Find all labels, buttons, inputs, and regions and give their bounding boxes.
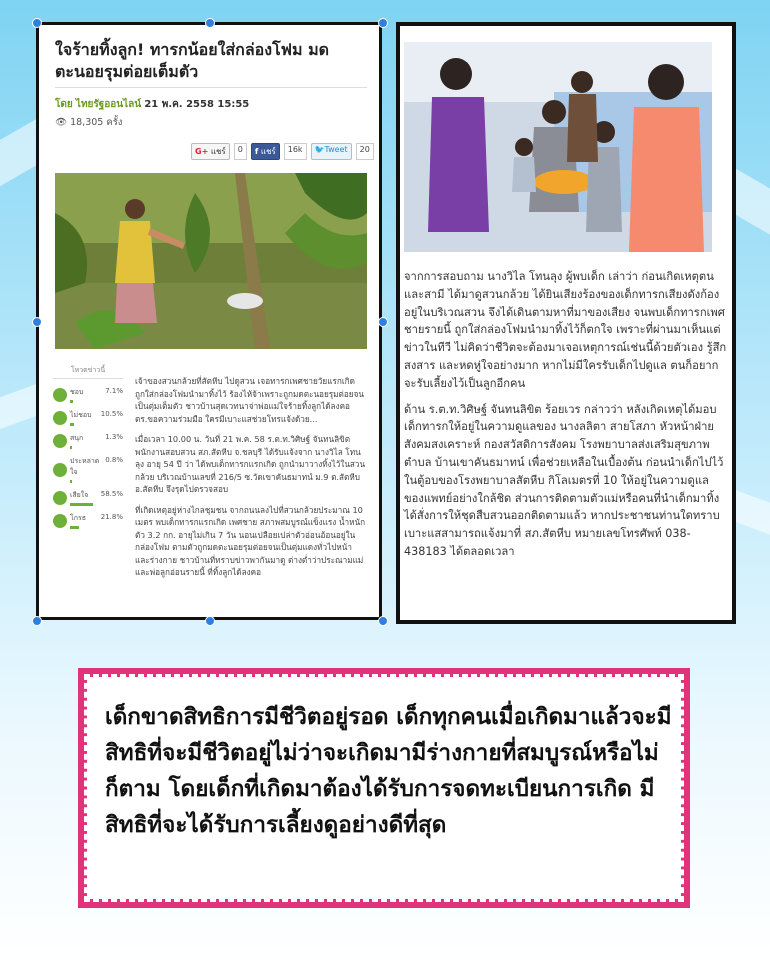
resize-handle[interactable] [205, 616, 215, 626]
article-paragraph: เมื่อเวลา 10.00 น. วันที่ 21 พ.ค. 58 ร.ต.ท.วิศิษฐ์ จันทนลิขิต พนักงานสอบสวน สภ.สัตหีบ จ.ชลบุรี ได้รับแจ้งจาก นางวิไล โทนลุง อายุ 54 ปี ว่า ได้พบเด็กทารกแรกเกิด ถูกนำมาวางทิ้งไว้ในสวนกล้วย บริเวณบ้านเลขที่ 216/5 ซ.วัดเขาคันธมาทน์ ม.9 ต.สัตหีบ อ.สัตหีบ จึงรุดไปตรวจสอบ [135, 434, 366, 494]
tweet-count: 20 [356, 143, 374, 160]
article-paragraph: ที่เกิดเหตุอยู่ห่างไกลชุมชน จากถนนลงไปที่สวนกล้วยประมาณ 10 เมตร พบเด็กทารกแรกเกิด เพศชาย สภาพสมบูรณ์แข็งแรง น้ำหนักตัว 3.2 กก. อายุไม่เกิน 7 วัน นอนเปลือยเปล่าตัวอ่อนอ้อนอยู่ในกล่องโฟม ตามตัวถูกมดตะนอยรุมต่อยจนเป็นตุ่มแดงทั่วไปหน้า และร่างกาย ชาวบ้านที่ทราบข่าวพากันมาดู ต่างต่ำว่าประณามแม่และพ่อลูกอ่อนรายนี้ ที่ทิ้งลูกได้ลงคอ [135, 504, 366, 577]
poll-option-label: ชอบ [70, 388, 84, 396]
poll-option-percent: 58.5% [100, 490, 123, 498]
poll-option-percent: 0.8% [105, 456, 123, 464]
poll-emoji-icon [53, 388, 67, 402]
news-photo-hospital [404, 42, 712, 252]
poll-option-percent: 7.1% [105, 387, 123, 395]
view-count-text: 18,305 ครั้ง [70, 117, 123, 128]
poll-bar [70, 526, 79, 529]
poll-bar [70, 503, 93, 506]
poll-option-percent: 1.3% [105, 433, 123, 441]
gplus-icon: G+ [195, 147, 209, 156]
news-card-left [36, 22, 382, 620]
poll-option-label: ประหลาดใจ [70, 457, 100, 476]
news-headline: ใจร้ายทิ้งลูก! ทารกน้อยใส่กล่องโฟม มดตะนอยรุมต่อยเต็มตัว [55, 40, 330, 81]
vote-poll [53, 365, 123, 536]
poll-emoji-icon [53, 514, 67, 528]
news-date: 21 พ.ค. 2558 15:55 [144, 99, 250, 110]
resize-handle[interactable] [205, 18, 215, 28]
poll-option-label: ไม่ชอบ [70, 411, 92, 419]
tweet-button[interactable] [311, 143, 352, 160]
eye-icon: 👁 [55, 117, 68, 128]
poll-option[interactable] [53, 513, 123, 529]
article-paragraph: เจ้าของสวนกล้วยที่สัตหีบ ไปดูสวน เจอทารกเพศชายวัยแรกเกิด ถูกใส่กล่องโฟมนำมาทิ้งไว้ ร้องไห้จ้าเพราะถูกมดตะนอยรุมต่อยจนเป็นตุ่มเต็มตัว ชาวบ้านสุดเวทนาจ่าพ่อแม่ใจร้ายทิ้งลูกได้ลงคอ ตร.ขอความร่วมมือ ใครมีเบาะแสช่วยโทรแจ้งด้วย... [135, 376, 364, 424]
caption-text: เด็กขาดสิทธิการมีชีวิตอยู่รอด เด็กทุกคนเมื่อเกิดมาแล้วจะมีสิทธิที่จะมีชีวิตอยู่ไม่ว่าจะเกิดมามีร่างกายที่สมบูรณ์หรือไม่ก็ตาม โดยเด็กที่เกิดมาต้องได้รับการจดทะเบียนการเกิด มีสิทธิที่จะได้รับการเลี้ยงดูอย่างดีที่สุด [105, 704, 672, 838]
resize-handle[interactable] [32, 317, 42, 327]
facebook-share-button[interactable] [251, 143, 280, 160]
gplus-label: แชร์ [210, 147, 226, 156]
article-paragraph: ด้าน ร.ต.ท.วิศิษฐ์ จันทนลิขิต ร้อยเวร กล่าวว่า หลังเกิดเหตุได้มอบเด็กทารกให้อยู่ในความดูแลของ นางลลิตา สายโสภา หัวหน้าฝ่ายสังคมสงเคราะห์ กองสวัสดิการสังคม โรงพยาบาลส่งเสริมสุขภาพตำบล บ้านเขาคันธมาทน์ เพื่อช่วยเหลือในเบื้องต้น ก่อนนำเด็กไปไว้ในตู้อบของโรงพยาบาลสัตหีบ กิโลเมตรที่ 10 ให้อยู่ในความดูแลของแพทย์อย่างใกล้ชิด ส่วนการติดตามตัวแม่หรือคนที่นำเด็กมาทิ้ง ได้สั่งการให้ชุดสืบสวนออกติดตามแล้ว หากประชาชนท่านใดทราบเบาะแสสามารถแจ้งมาที่ สภ.สัตหีบ หมายเลขโทรศัพท์ 038-438183 ได้ตลอดเวลา [404, 402, 724, 558]
share-bar [191, 143, 374, 160]
resize-handle[interactable] [378, 317, 388, 327]
byline-prefix: โดย [55, 99, 73, 110]
resize-handle[interactable] [378, 18, 388, 28]
poll-option-percent: 10.5% [100, 410, 123, 418]
news-source[interactable]: ไทยรัฐออนไลน์ [75, 99, 142, 110]
poll-option[interactable] [53, 490, 123, 506]
poll-option-percent: 21.8% [100, 513, 123, 521]
headline-divider [55, 87, 367, 88]
twitter-icon: 🐦 [314, 145, 325, 154]
tweet-label: Tweet [324, 145, 348, 154]
poll-option[interactable] [53, 456, 123, 483]
poll-title: โหวตข่าวนี้ [53, 365, 123, 379]
news-card-right [396, 22, 736, 624]
news-photo-banana-garden [55, 173, 367, 349]
facebook-icon: f [254, 147, 259, 156]
poll-option-label: เสียใจ [70, 491, 89, 499]
poll-emoji-icon [53, 411, 67, 425]
byline [55, 97, 249, 112]
resize-handle[interactable] [32, 616, 42, 626]
facebook-label: แชร์ [260, 147, 276, 156]
poll-bar [70, 423, 74, 426]
article-body-right [404, 268, 728, 569]
poll-option-label: โกรธ [70, 514, 87, 522]
poll-option[interactable] [53, 433, 123, 449]
article-body-left [135, 375, 367, 587]
gplus-count: 0 [234, 143, 247, 160]
resize-handle[interactable] [32, 18, 42, 28]
poll-option[interactable] [53, 410, 123, 426]
view-count [55, 115, 122, 130]
poll-bar [70, 400, 73, 403]
resize-handle[interactable] [378, 616, 388, 626]
poll-bar [70, 480, 72, 483]
gplus-share-button[interactable] [191, 143, 230, 160]
poll-option-label: สนุก [70, 434, 84, 442]
caption-box [78, 668, 690, 908]
article-paragraph: จากการสอบถาม นางวิไล โทนลุง ผู้พบเด็ก เล่าว่า ก่อนเกิดเหตุตนและสามี ได้มาดูสวนกล้วย ได้ยินเสียงร้องของเด็กทารกเสียงดังก้องอยู่ในบริเวณสวน จึงได้เดินตามหาที่มาของเสียง จนพบเด็กทารกเพศชายรายนี้ ถูกใส่กล่องโฟมนำมาทิ้งไว้ก็ตกใจ เพราะที่ผ่านมาเห็นแต่ข่าวในทีวี ไม่คิดว่าชีวิตจะต้องมาเจอเหตุการณ์เช่นนี้ด้วยตัวเอง รู้สึกสงสาร และหดหู่ใจอย่างมาก หากไม่มีใครรับเด็กไปดูแล ตนก็อยากจะรับเลี้ยงไว้เป็นลูกอีกคน [404, 270, 727, 390]
facebook-count: 16k [284, 143, 307, 160]
poll-emoji-icon [53, 434, 67, 448]
poll-emoji-icon [53, 463, 67, 477]
poll-emoji-icon [53, 491, 67, 505]
poll-bar [70, 446, 72, 449]
poll-option[interactable] [53, 387, 123, 403]
